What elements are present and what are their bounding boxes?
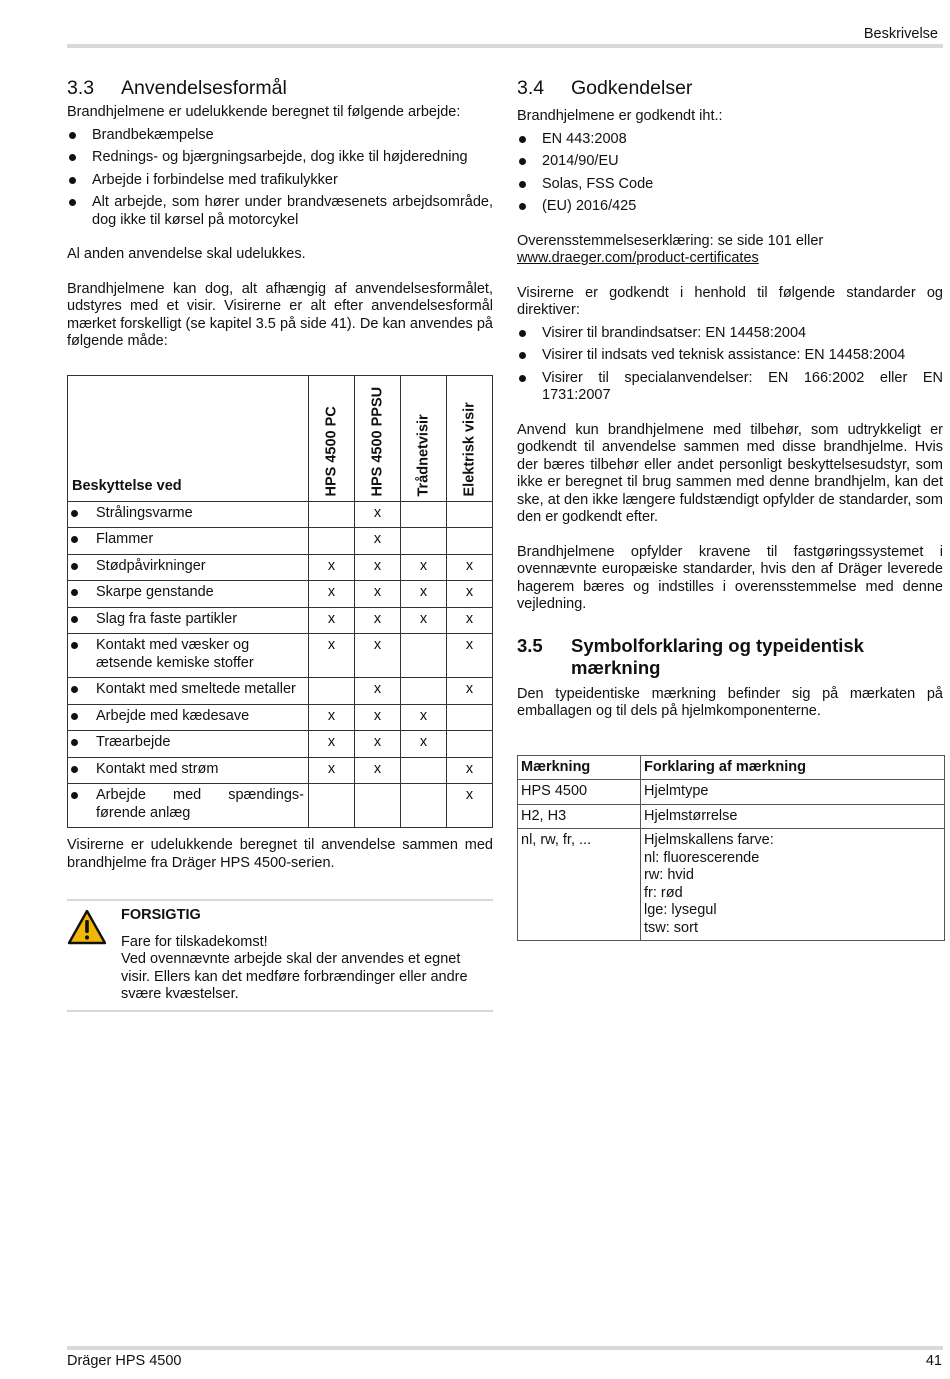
column-header: Mærkning: [518, 755, 641, 780]
section-3-5-heading: [517, 635, 943, 679]
caution-line-2: Ved ovennævnte arbejde skal der anvendes et egnet visir. Ellers kan det medføre forbrændinger eller andre svære kvæstelser.: [121, 951, 468, 1002]
table-row: [68, 634, 493, 678]
list-item: Visirer til specialanvendelser: EN 166:2002 eller EN 1731:2007: [517, 370, 943, 405]
cell-line: tsw: sort: [644, 919, 698, 936]
table-cell: [309, 784, 355, 828]
row-label: Kontakt med væsker og ætsende kemiske stoffer: [68, 634, 309, 678]
row-label: Kontakt med smeltede metaller: [68, 678, 309, 705]
table-cell: [447, 501, 493, 528]
caution-box: [67, 899, 493, 1012]
section-number: 3.4: [517, 77, 545, 99]
list-item: EN 443:2008: [517, 131, 943, 149]
cell-line: nl: fluorescerende: [644, 849, 760, 866]
section-number: 3.5: [517, 634, 543, 656]
warning-triangle-icon: [67, 907, 121, 1004]
table-cell: [309, 528, 355, 555]
approvals-list: [517, 131, 943, 216]
table-cell: [447, 731, 493, 758]
table-row: [68, 704, 493, 731]
section-3-3-heading: [67, 76, 493, 100]
cell-line: lge: lysegul: [644, 902, 717, 918]
list-item: (EU) 2016/425: [517, 198, 943, 216]
visor-standards-intro: Visirerne er godkendt i henhold til følgende standarder og direktiver:: [517, 284, 943, 318]
table-cell: [401, 634, 447, 678]
table-row: [68, 528, 493, 555]
footer-product: Dräger HPS 4500: [67, 1353, 182, 1369]
table-cell: x: [401, 581, 447, 608]
section-title: Symbolforklaring og typeidentisk mærkning: [571, 634, 864, 678]
table-row: [68, 501, 493, 528]
table-cell: Hjelmstørrelse: [641, 804, 945, 829]
caution-line-1: Fare for tilskadekomst!: [121, 933, 268, 950]
column-header-text: HPS 4500 PPSU: [369, 386, 386, 497]
table-cell: [355, 784, 401, 828]
table-row: [68, 784, 493, 828]
row-label: Slag fra faste partikler: [68, 607, 309, 634]
table-cell: x: [355, 757, 401, 784]
table-cell: [447, 528, 493, 555]
column-header-text: Trådnetvisir: [415, 414, 432, 497]
column-header: Forklaring af mærkning: [641, 755, 945, 780]
column-header: [447, 375, 493, 501]
caution-heading: FORSIGTIG: [121, 907, 201, 923]
table-cell: [447, 704, 493, 731]
row-label: Strålingsvarme: [68, 501, 309, 528]
table-row: [68, 678, 493, 705]
table-cell: x: [355, 501, 401, 528]
column-header-text: HPS 4500 PC: [323, 406, 340, 497]
table-cell: [641, 829, 945, 941]
fastening-paragraph: Brandhjelmene opfylder kravene til fastgøringssystemet i ovennævnte europæiske standarder, hvis den af Dräger leverede hagerem bæres og indstilles i overensstemmelse med denne vejledning.: [517, 543, 943, 612]
marking-table: [517, 755, 945, 942]
table-cell: x: [355, 607, 401, 634]
conformity-text: [517, 233, 943, 268]
row-label: Arbejde med spændings-førende anlæg: [68, 784, 309, 828]
table-cell: x: [447, 554, 493, 581]
table-cell: x: [309, 581, 355, 608]
table-cell: x: [355, 731, 401, 758]
list-item: Rednings- og bjærgningsarbejde, dog ikke til højderedning: [67, 149, 493, 167]
table-cell: x: [355, 634, 401, 678]
table-cell: x: [447, 581, 493, 608]
table-cell: [309, 501, 355, 528]
list-item: Brandbekæmpelse: [67, 127, 493, 145]
section-title: Anvendelsesformål: [121, 77, 287, 99]
table-row: [68, 731, 493, 758]
table-cell: x: [309, 634, 355, 678]
table-row: [68, 607, 493, 634]
table-cell: x: [447, 784, 493, 828]
row-label: Stødpåvirkninger: [68, 554, 309, 581]
table-cell: x: [355, 704, 401, 731]
list-item: Visirer til brandindsatser: EN 14458:2004: [517, 325, 943, 343]
table-cell: x: [401, 554, 447, 581]
table-cell: x: [401, 607, 447, 634]
visor-paragraph: Brandhjelmene kan dog, alt afhængig af anvendelsesformålet, udstyres med et visir. Visirerne er alt efter anvendelsesformål mærket forskelligt (se kapitel 3.5 på side 41). De kan anvendes på følgende måde:: [67, 280, 493, 349]
table-cell: Hjelmtype: [641, 780, 945, 805]
section-title: Godkendelser: [571, 77, 693, 99]
other-use-note: Al anden anvendelse skal udelukkes.: [67, 246, 306, 262]
table-cell: x: [309, 731, 355, 758]
column-header: [401, 375, 447, 501]
list-item: Alt arbejde, som hører under brandvæsenets arbejdsområde, dog ikke til kørsel på motorcykel: [67, 194, 493, 229]
section-3-4-heading: [517, 76, 943, 100]
conformity-label: Overensstemmelseserklæring: se side 101 eller: [517, 232, 824, 249]
table-cell: x: [355, 528, 401, 555]
table-row: [68, 757, 493, 784]
table-cell: [401, 528, 447, 555]
table-cell: x: [447, 757, 493, 784]
table-row: [68, 554, 493, 581]
accessories-paragraph: Anvend kun brandhjelmene med tilbehør, som udtrykkeligt er godkendt til anvendelse sammen med disse brandhjelme. Hvis der bæres tilbehør eller andet personligt beskyttelsesudstyr, som ikke er beregnet til brug sammen med denne brandhjelm, kan det ske, at den ikke længere fuldstændigt opfylder de standarder, som den er godkendt efter.: [517, 421, 943, 525]
table-cell: [401, 784, 447, 828]
visor-standards-list: [517, 325, 943, 405]
after-table-note: Visirerne er udelukkende beregnet til anvendelse sammen med brandhjelme fra Dräger HPS 4500-serien.: [67, 837, 493, 871]
list-item: Arbejde i forbindelse med trafikulykker: [67, 172, 493, 190]
table-row: [518, 804, 945, 829]
table-cell: x: [355, 581, 401, 608]
table-cell: x: [355, 554, 401, 581]
list-item: 2014/90/EU: [517, 153, 943, 171]
row-label: Flammer: [68, 528, 309, 555]
table-cell: x: [401, 731, 447, 758]
table-cell: [401, 757, 447, 784]
section-number: 3.3: [67, 77, 95, 99]
table-cell: x: [309, 607, 355, 634]
table-cell: x: [355, 678, 401, 705]
running-header: Beskrivelse: [863, 26, 938, 42]
row-label: Træarbejde: [68, 731, 309, 758]
marking-intro: Den typeidentiske mærkning befinder sig på mærkaten på emballagen og til dels på hjelmkomponenterne.: [517, 685, 943, 719]
column-header: [355, 375, 401, 501]
table-row: [68, 581, 493, 608]
right-column: [517, 76, 943, 941]
table-corner-header: Beskyttelse ved: [68, 375, 309, 501]
row-label: Arbejde med kædesave: [68, 704, 309, 731]
cell-line: fr: rød: [644, 884, 683, 901]
table-cell: [401, 678, 447, 705]
table-cell: [401, 501, 447, 528]
list-item: Visirer til indsats ved teknisk assistance: EN 14458:2004: [517, 347, 943, 365]
table-cell: x: [401, 704, 447, 731]
protection-table: [67, 375, 493, 829]
table-cell: x: [447, 678, 493, 705]
table-cell: [309, 678, 355, 705]
uses-list: [67, 127, 493, 230]
table-cell: x: [447, 634, 493, 678]
cell-line: rw: hvid: [644, 867, 694, 883]
table-cell: HPS 4500: [518, 780, 641, 805]
footer-rule: [67, 1346, 943, 1350]
table-row: [518, 780, 945, 805]
table-cell: x: [309, 554, 355, 581]
header-rule: [67, 44, 943, 48]
table-header-row: [518, 755, 945, 780]
table-cell: H2, H3: [518, 804, 641, 829]
approvals-intro: Brandhjelmene er godkendt iht.:: [517, 108, 723, 124]
table-cell: x: [447, 607, 493, 634]
uses-intro: Brandhjelmene er udelukkende beregnet til følgende arbejde:: [67, 104, 461, 120]
table-row: [518, 829, 945, 941]
table-cell: nl, rw, fr, ...: [518, 829, 641, 941]
table-cell: x: [309, 704, 355, 731]
list-item: Solas, FSS Code: [517, 176, 943, 194]
cell-line: Hjelmskallens farve:: [644, 832, 774, 848]
column-header-text: Elektrisk visir: [461, 402, 478, 497]
page-number: 41: [925, 1353, 942, 1369]
table-cell: x: [309, 757, 355, 784]
left-column: [67, 76, 493, 1012]
certificates-link[interactable]: www.draeger.com/product-certificates: [517, 250, 759, 266]
column-header: [309, 375, 355, 501]
row-label: Skarpe genstande: [68, 581, 309, 608]
row-label: Kontakt med strøm: [68, 757, 309, 784]
